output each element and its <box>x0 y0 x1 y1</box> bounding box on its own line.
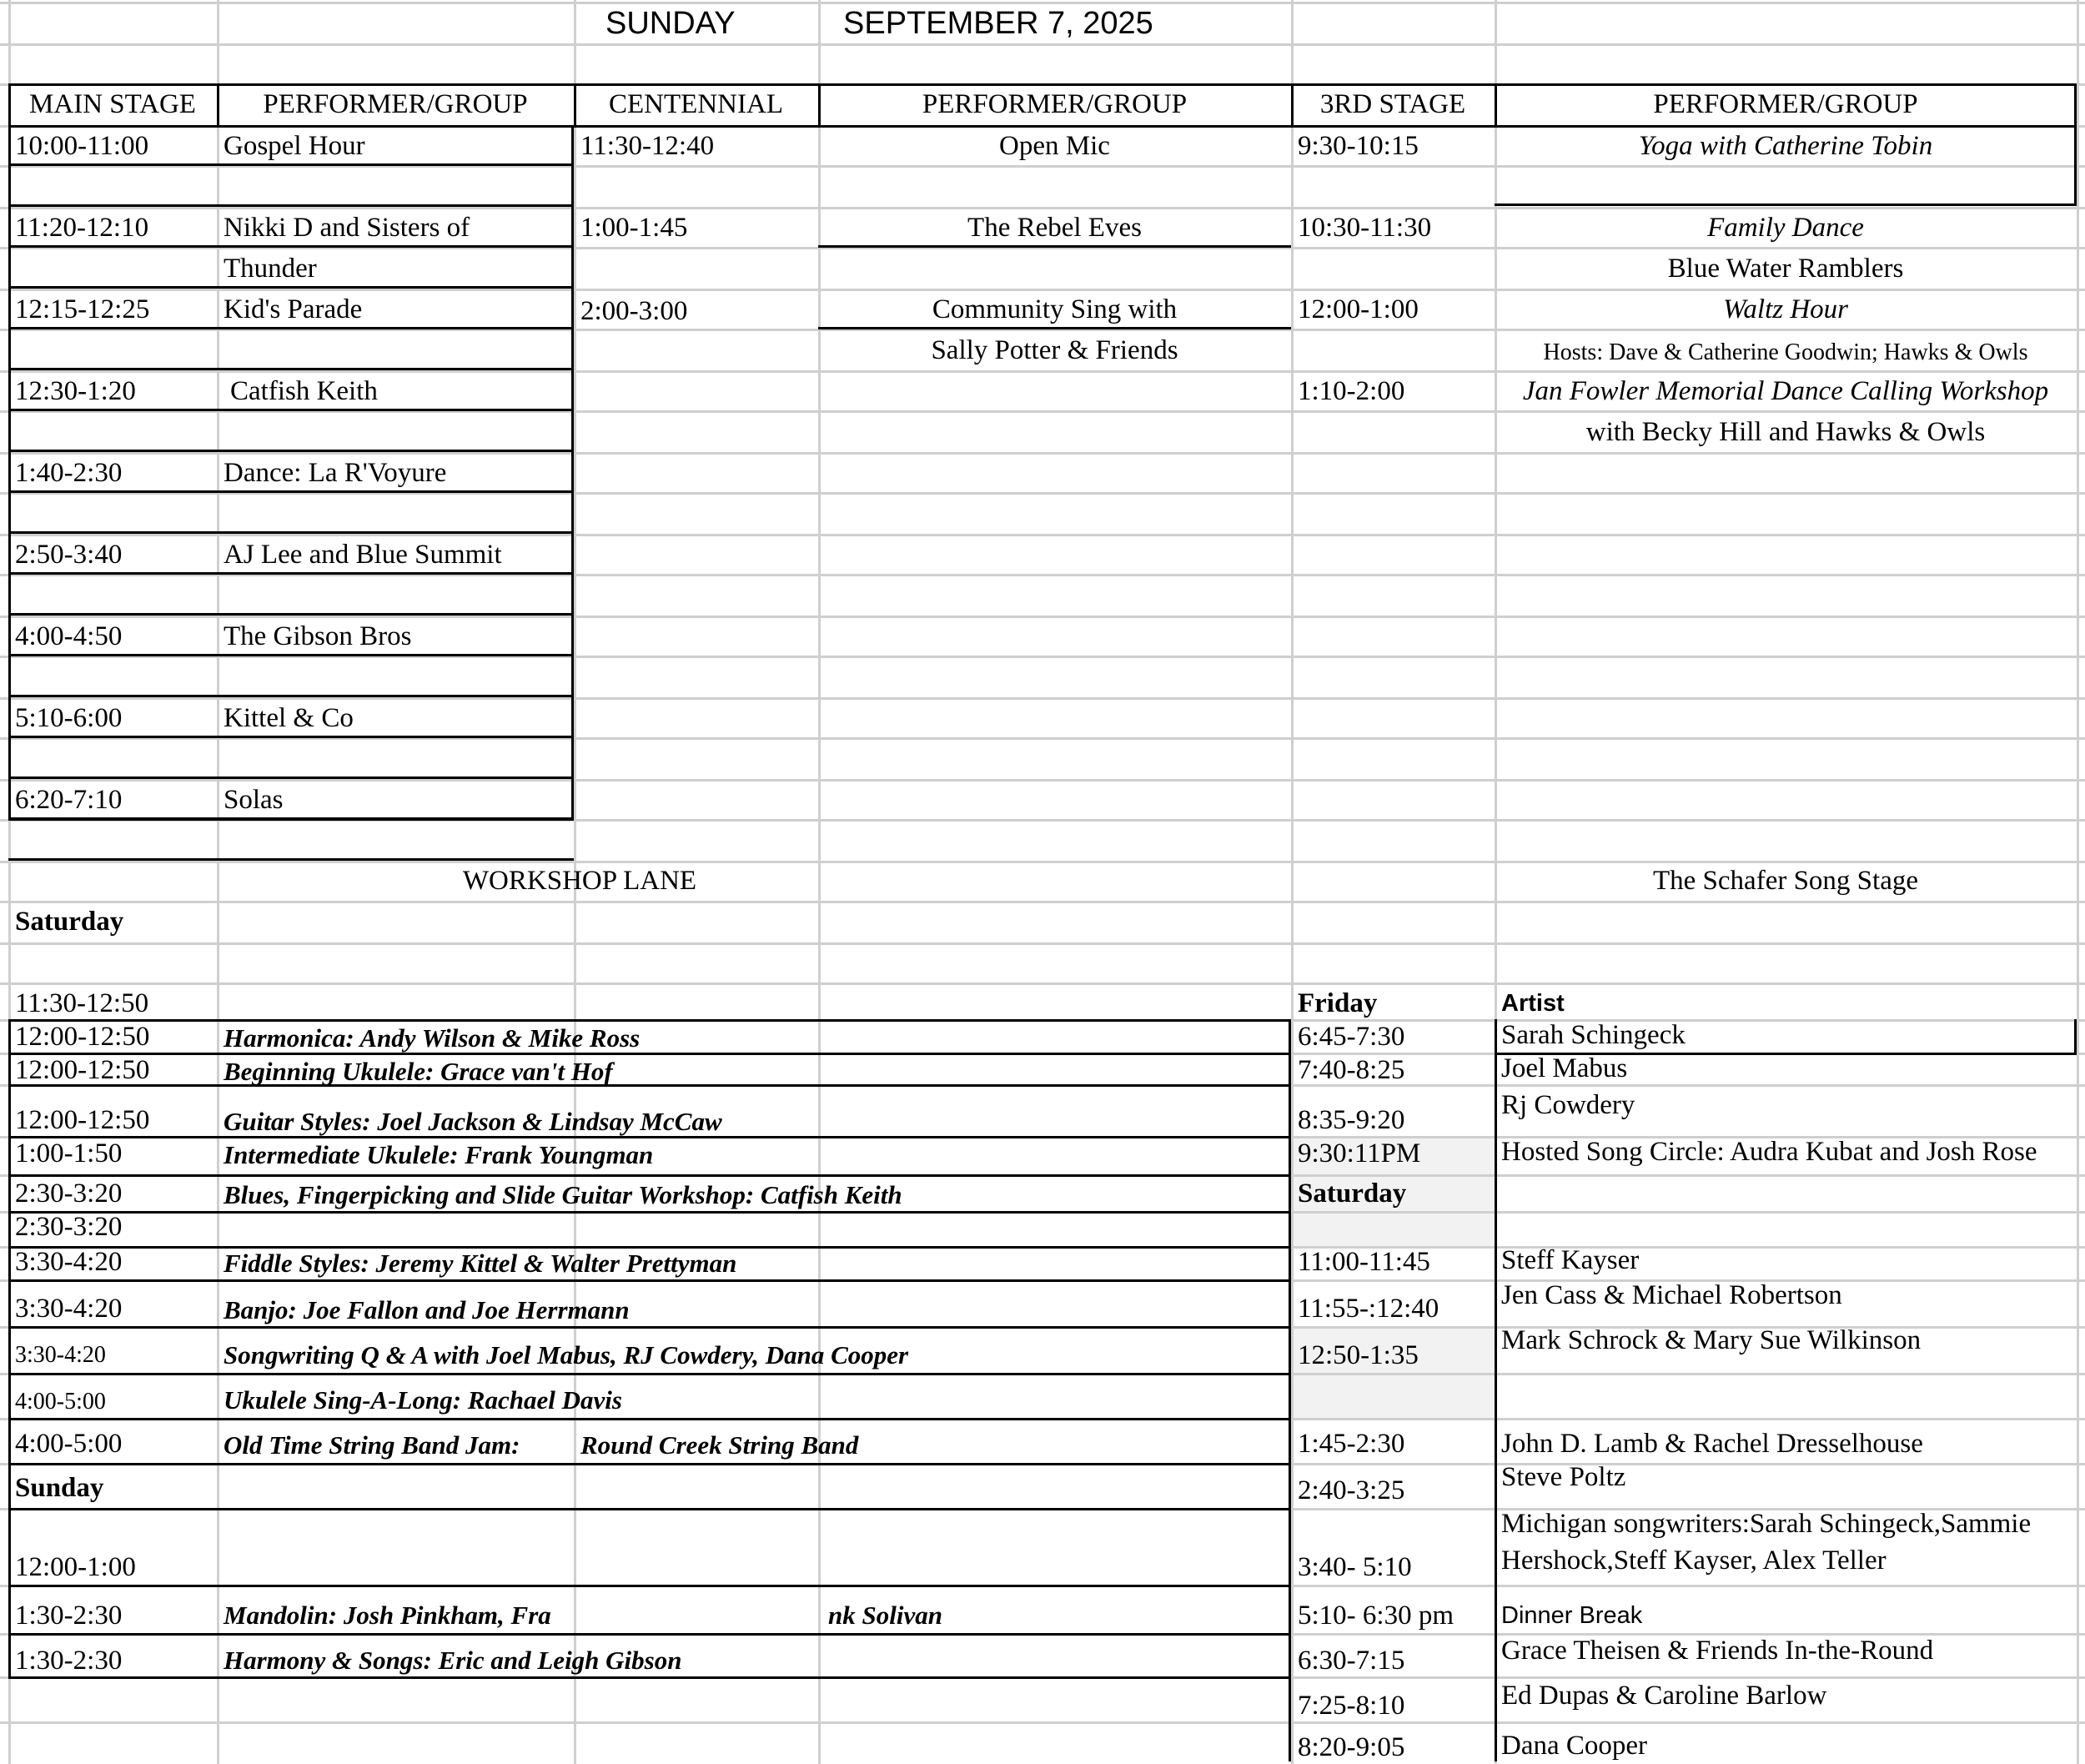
main-performer-cont: Thunder <box>224 254 317 284</box>
main-time: 2:50-3:40 <box>15 540 123 570</box>
song-artist: Jen Cass & Michael Robertson <box>1501 1280 1842 1310</box>
main-time: 4:00-4:50 <box>15 621 123 651</box>
third-stage-time: 10:30-11:30 <box>1298 213 1432 243</box>
workshop-title: Ukulele Sing-A-Long: Rachael Davis <box>224 1385 622 1415</box>
song-time: 5:10- 6:30 pm <box>1298 1601 1454 1631</box>
main-performer: AJ Lee and Blue Summit <box>224 540 502 570</box>
song-time: 8:35-9:20 <box>1298 1105 1405 1135</box>
workshop-time: 3:30-4:20 <box>15 1247 123 1277</box>
workshop-time: 12:00-12:50 <box>15 1055 150 1085</box>
workshop-title: Songwriting Q & A with Joel Mabus, RJ Cowdery, Dana Cooper <box>224 1340 909 1369</box>
song-artist: Hosted Song Circle: Audra Kubat and Josh Rose <box>1501 1137 2037 1167</box>
song-time: 3:40- 5:10 <box>1298 1552 1412 1582</box>
workshop-saturday-label: Saturday <box>15 907 124 937</box>
workshop-time: 2:30-3:20 <box>15 1212 123 1242</box>
main-performer: The Gibson Bros <box>224 621 412 651</box>
song-time: 12:50-1:35 <box>1298 1340 1419 1370</box>
col-third-stage: 3RD STAGE <box>1319 89 1466 119</box>
song-artist: Mark Schrock & Mary Sue Wilkinson <box>1501 1325 1922 1355</box>
song-artist: Joel Mabus <box>1501 1053 1628 1083</box>
workshop-time: 3:30-4:20 <box>15 1294 123 1324</box>
centennial-time: 2:00-3:00 <box>580 296 688 326</box>
song-artist: John D. Lamb & Rachel Dresselhouse <box>1501 1429 1923 1459</box>
third-stage-performer-cont: Hosts: Dave & Catherine Goodwin; Hawks & Owls <box>1543 339 2028 365</box>
song-artist-cont: Hershock,Steff Kayser, Alex Teller <box>1501 1545 1887 1576</box>
third-stage-time: 9:30-10:15 <box>1298 131 1419 161</box>
main-time: 1:40-2:30 <box>15 458 123 488</box>
workshop-title: Intermediate Ukulele: Frank Youngman <box>224 1140 654 1169</box>
song-artist: Dinner Break <box>1501 1602 1643 1629</box>
song-time: 8:20-9:05 <box>1298 1732 1405 1762</box>
main-time: 12:30-1:20 <box>15 376 136 406</box>
song-saturday-label: Saturday <box>1298 1179 1407 1209</box>
song-artist: Rj Cowdery <box>1501 1090 1635 1120</box>
workshop-title: Old Time String Band Jam: <box>224 1430 520 1460</box>
third-stage-time: 1:10-2:00 <box>1298 376 1405 406</box>
date-heading: SEPTEMBER 7, 2025 <box>843 6 1153 41</box>
song-friday-label: Friday <box>1298 988 1378 1018</box>
workshop-title: Harmonica: Andy Wilson & Mike Ross <box>224 1023 641 1053</box>
song-artist: Dana Cooper <box>1501 1731 1648 1761</box>
main-time: 5:10-6:00 <box>15 703 123 733</box>
main-time: 6:20-7:10 <box>15 785 123 815</box>
third-stage-performer: Family Dance <box>1707 213 1864 243</box>
day-heading: SUNDAY <box>605 6 736 41</box>
workshop-time: 11:30-12:50 <box>15 988 149 1018</box>
song-artist: Sarah Schingeck <box>1501 1020 1686 1050</box>
workshop-time: 4:00-5:00 <box>15 1389 106 1415</box>
col-performer-2: PERFORMER/GROUP <box>922 89 1188 119</box>
song-artist: Ed Dupas & Caroline Barlow <box>1501 1681 1827 1711</box>
workshop-time: 4:00-5:00 <box>15 1429 123 1459</box>
workshop-title: Guitar Styles: Joel Jackson & Lindsay McCaw <box>224 1107 722 1136</box>
col-centennial: CENTENNIAL <box>609 89 783 119</box>
main-time: 12:15-12:25 <box>15 294 150 324</box>
col-main-stage: MAIN STAGE <box>29 89 196 119</box>
song-time: 7:25-8:10 <box>1298 1691 1405 1721</box>
song-stage-title: The Schafer Song Stage <box>1653 866 1918 896</box>
workshop-time: 12:00-12:50 <box>15 1105 150 1135</box>
third-stage-performer: Yoga with Catherine Tobin <box>1638 131 1933 161</box>
centennial-performer: The Rebel Eves <box>967 213 1142 243</box>
third-stage-time: 12:00-1:00 <box>1298 294 1419 324</box>
song-time: 7:40-8:25 <box>1298 1055 1405 1085</box>
song-time: 2:40-3:25 <box>1298 1475 1405 1505</box>
main-performer: Catfish Keith <box>230 376 378 406</box>
workshop-title: Fiddle Styles: Jeremy Kittel & Walter Prettyman <box>224 1249 737 1278</box>
workshop-title: Harmony & Songs: Eric and Leigh Gibson <box>224 1646 682 1675</box>
workshop-time: 2:30-3:20 <box>15 1179 123 1209</box>
workshop-title: Mandolin: Josh Pinkham, Fra <box>224 1601 551 1630</box>
main-performer: Nikki D and Sisters of <box>224 213 470 243</box>
main-performer: Dance: La R'Voyure <box>224 458 447 488</box>
workshop-time: 1:00-1:50 <box>15 1138 123 1168</box>
song-artist-header: Artist <box>1501 990 1565 1017</box>
workshop-title: Banjo: Joe Fallon and Joe Herrmann <box>224 1295 630 1324</box>
workshop-title: Blues, Fingerpicking and Slide Guitar Workshop: Catfish Keith <box>224 1180 902 1209</box>
song-time: 11:00-11:45 <box>1298 1247 1430 1277</box>
song-artist: Steff Kayser <box>1501 1245 1640 1275</box>
col-performer-1: PERFORMER/GROUP <box>263 89 528 119</box>
workshop-time: 12:00-12:50 <box>15 1022 150 1052</box>
song-time: 6:45-7:30 <box>1298 1022 1405 1052</box>
centennial-time: 1:00-1:45 <box>580 213 688 243</box>
workshop-time: 3:30-4:20 <box>15 1342 106 1368</box>
song-time: 1:45-2:30 <box>1298 1429 1405 1459</box>
centennial-performer-cont: Sally Potter & Friends <box>931 335 1178 365</box>
centennial-performer: Community Sing with <box>932 294 1178 324</box>
workshop-title: Beginning Ukulele: Grace van't Hof <box>224 1057 613 1086</box>
workshop-lane-title: WORKSHOP LANE <box>462 866 697 896</box>
song-time: 6:30-7:15 <box>1298 1646 1405 1676</box>
col-performer-3: PERFORMER/GROUP <box>1653 89 1918 119</box>
third-stage-performer-cont: Blue Water Ramblers <box>1667 254 1904 284</box>
workshop-title-cont: nk Solivan <box>828 1601 942 1630</box>
workshop-title-cont: Round Creek String Band <box>580 1430 859 1460</box>
main-performer: Gospel Hour <box>224 131 365 161</box>
centennial-time: 11:30-12:40 <box>580 131 715 161</box>
workshop-sunday-label: Sunday <box>15 1473 104 1503</box>
third-stage-performer: Jan Fowler Memorial Dance Calling Workshop <box>1522 376 2049 406</box>
workshop-time: 1:30-2:30 <box>15 1646 123 1676</box>
centennial-performer: Open Mic <box>999 131 1110 161</box>
main-performer: Kittel & Co <box>224 703 354 733</box>
main-performer: Solas <box>224 785 284 815</box>
workshop-time: 1:30-2:30 <box>15 1601 123 1631</box>
song-artist: Michigan songwriters:Sarah Schingeck,Sammie <box>1501 1509 2032 1539</box>
song-artist: Steve Poltz <box>1501 1462 1626 1492</box>
third-stage-performer-cont: with Becky Hill and Hawks & Owls <box>1585 417 1986 447</box>
third-stage-performer: Waltz Hour <box>1722 294 1849 324</box>
song-time: 11:55-:12:40 <box>1298 1294 1439 1324</box>
song-time: 9:30:11PM <box>1298 1138 1421 1168</box>
main-time: 10:00-11:00 <box>15 131 149 161</box>
main-performer: Kid's Parade <box>224 294 363 324</box>
song-artist: Grace Theisen & Friends In-the-Round <box>1501 1636 1934 1666</box>
workshop-time: 12:00-1:00 <box>15 1552 136 1582</box>
main-time: 11:20-12:10 <box>15 213 149 243</box>
